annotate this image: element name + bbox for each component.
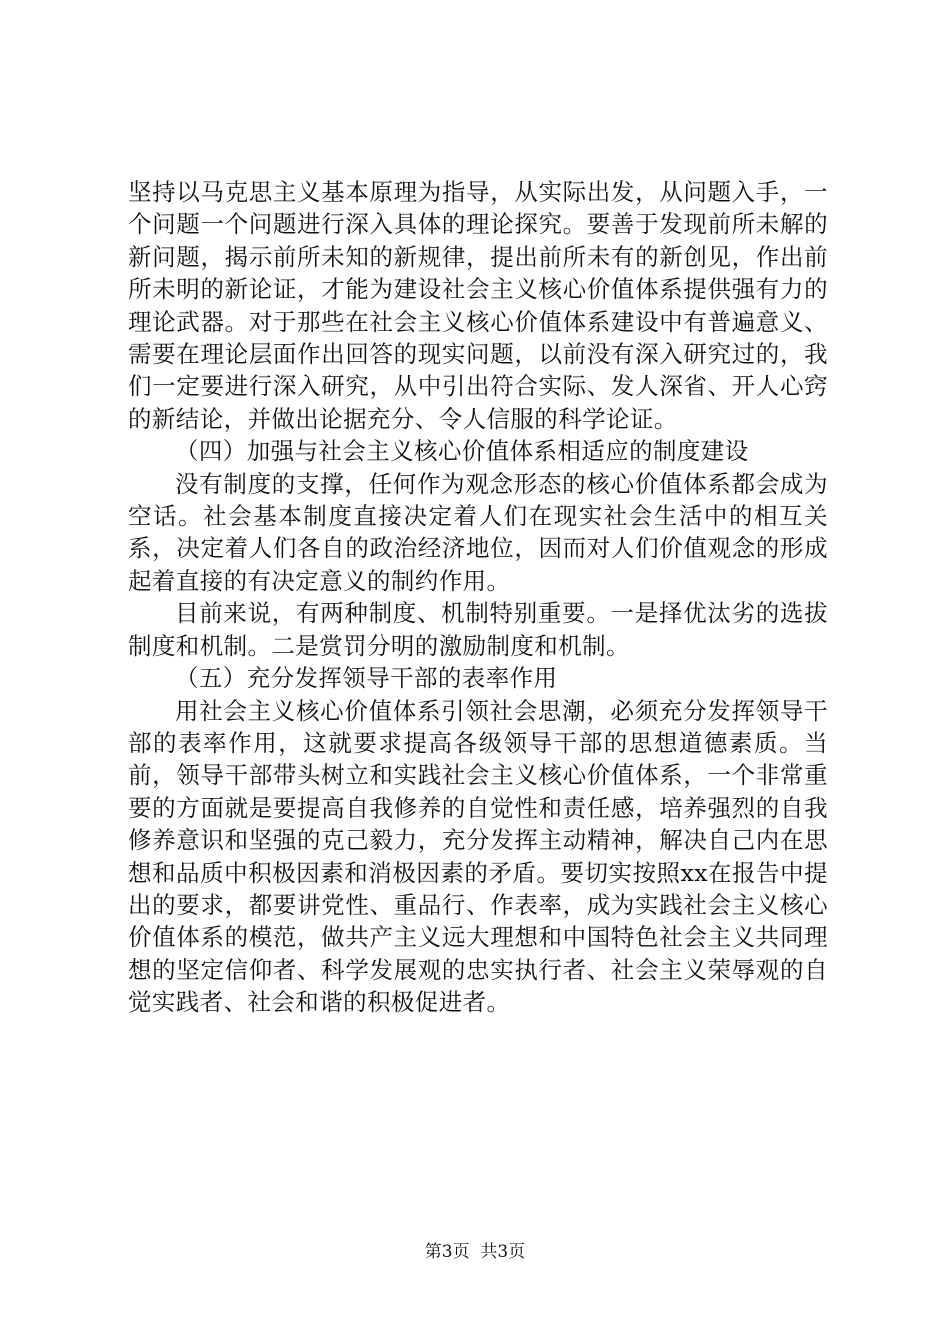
section-heading-5: （五）充分发挥领导干部的表率作用 xyxy=(175,664,558,693)
paragraph-institution-support: 没有制度的支撑，任何作为观念形态的核心价值体系都会成为空话。社会基本制度直接决定着人们在现实社会生活中的相互关系，决定着人们各自的政治经济地位，因而对人们价值观念的形成起着直接的有决定意义的制约作用。 xyxy=(128,469,828,595)
paragraph-continuation: 坚持以马克思主义基本原理为指导，从实际出发，从问题入手，一个问题一个问题进行深入具体的理论探究。要善于发现前所未解的新问题，揭示前所未知的新规律，提出前所未有的新创见，作出前所未明的新论证，才能为建设社会主义核心价值体系提供强有力的理论武器。对于那些在社会主义核心价值体系建设中有普遍意义、需要在理论层面作出回答的现实问题，以前没有深入研究过的，我们一定要进行深入研究，从中引出符合实际、发人深省、开人心窍的新结论，并做出论据充分、令人信服的科学论证。 xyxy=(128,178,828,433)
paragraph-leader-role: 用社会主义核心价值体系引领社会思潮，必须充分发挥领导干部的表率作用，这就要求提高各级领导干部的思想道德素质。当前，领导干部带头树立和实践社会主义核心价值体系，一个非常重要的方面就是要提高自我修养的自觉性和责任感，培养强烈的自我修养意识和坚强的克己毅力，充分发挥主动精神，解决自己内在思想和品质中积极因素和消极因素的矛盾。要切实按照xx在报告中提出的要求，都要讲党性、重品行、作表率，成为实践社会主义核心价值体系的模范，做共产主义远大理想和中国特色社会主义共同理想的坚定信仰者、科学发展观的忠实执行者、社会主义荣辱观的自觉实践者、社会和谐的积极促进者。 xyxy=(128,696,828,1017)
paragraph-two-mechanisms: 目前来说，有两种制度、机制特别重要。一是择优汰劣的选拔制度和机制。二是赏罚分明的激励制度和机制。 xyxy=(128,599,828,660)
section-heading-4: （四）加强与社会主义核心价值体系相适应的制度建设 xyxy=(175,437,749,466)
document-body xyxy=(128,176,828,1019)
page-number-label: 第3页 共3页 xyxy=(424,1242,526,1262)
page-footer xyxy=(0,1242,950,1262)
